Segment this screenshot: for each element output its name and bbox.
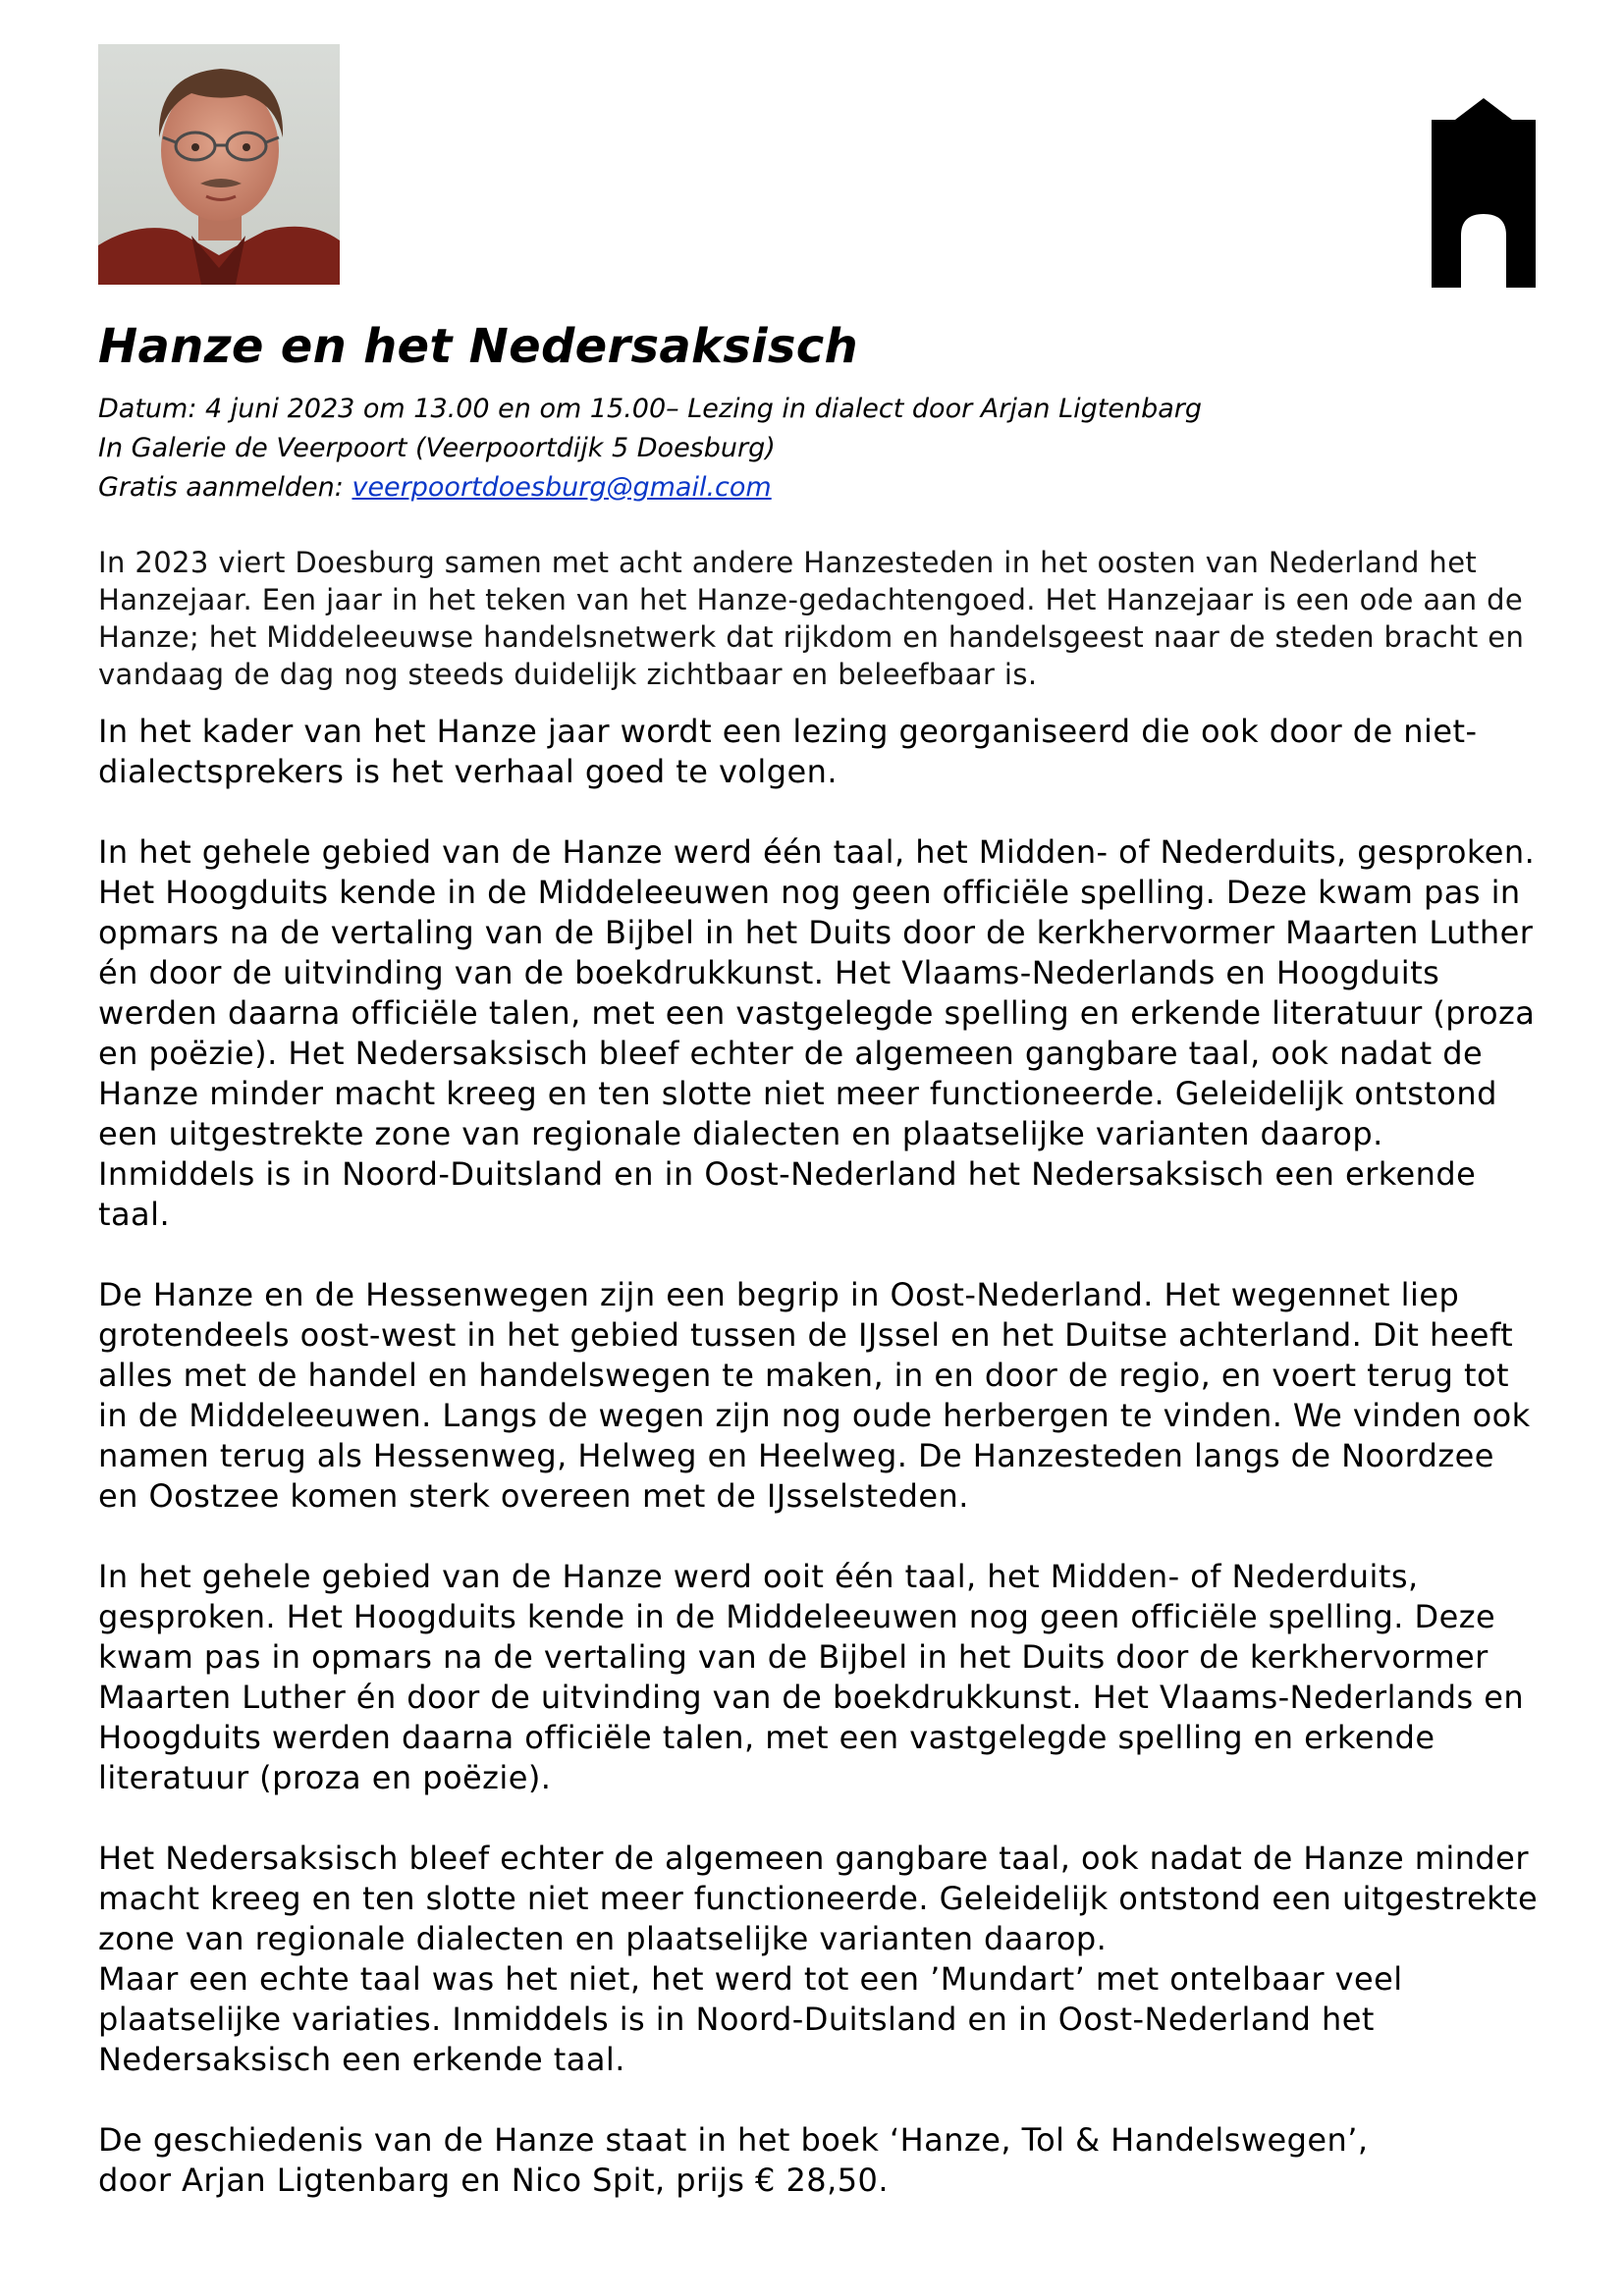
event-details xyxy=(98,390,1202,507)
gate-logo-icon xyxy=(1432,98,1536,288)
paragraph-mundart: Maar een echte taal was het niet, het werd tot een ’Mundart’ met ontelbaar veel plaatselijke variaties. Inmiddels is in Noord-Duitsland en in Oost-Nederland het Nedersaksisch een erkende taal. xyxy=(98,1960,1403,2078)
paragraph-language-history: In het gehele gebied van de Hanze werd één taal, het Midden- of Nederduits, gesproken. Het Hoogduits kende in de Middeleeuwen nog geen officiële spelling. Deze kwam pas in opmars na de vertaling van de Bijbel in het Duits door de kerkhervormer Maarten Luther én door de uitvinding van de boekdrukkunst. Het Vlaams-Nederlands en Hoogduits werden daarna officiële talen, met een vastgelegde spelling en erkende literatuur (proza en poëzie). Het Nedersaksisch bleef echter de algemeen gangbare taal, ook nadat de Hanze minder macht kreeg en ten slotte niet meer functioneerde. Geleidelijk ontstond een uitgestrekte zone van regionale dialecten en plaatselijke varianten daarop. Inmiddels is in Noord-Duitsland en in Oost-Nederland het Nedersaksisch een erkende taal. xyxy=(98,833,1536,1233)
veerpoort-gate-icon xyxy=(1432,98,1536,288)
paragraph-book xyxy=(98,2120,1542,2201)
signup-email-link[interactable]: veerpoortdoesburg@gmail.com xyxy=(352,472,772,503)
paragraph-hessenwegen: De Hanze en de Hessenwegen zijn een begrip in Oost-Nederland. Het wegennet liep grotendeels oost-west in het gebied tussen de IJssel en het Duitse achterland. Dit heeft alles met de handel en handelswegen te maken, in en door de regio, en voert terug tot in de Middeleeuwen. Langs de wegen zijn nog oude herbergen te vinden. We vinden ook namen terug als Hessenweg, Helweg en Heelweg. De Hanzesteden langs de Noordzee en Oostzee komen sterk overeen met de IJsselsteden. xyxy=(98,1276,1531,1515)
event-date-line: Datum: 4 juni 2023 om 13.00 en om 15.00– Lezing in dialect door Arjan Ligtenbarg xyxy=(98,394,1203,424)
event-signup-line xyxy=(98,468,1202,507)
book-line-1: De geschiedenis van de Hanze staat in het boek ‘Hanze, Tol & Handelswegen’, xyxy=(98,2121,1369,2159)
paragraph-lecture: In het kader van het Hanze jaar wordt een lezing georganiseerd die ook door de niet-dialectsprekers is het verhaal goed te volgen. xyxy=(98,713,1478,790)
intro-paragraph: In 2023 viert Doesburg samen met acht andere Hanzesteden in het oosten van Nederland het Hanzejaar. Een jaar in het teken van het Hanze-gedachtengoed. Het Hanzejaar is een ode aan de Hanze; het Middeleeuwse handelsnetwerk dat rijkdom en handelsgeest naar de steden bracht en vandaag de dag nog steeds duidelijk zichtbaar en beleefbaar is. xyxy=(98,546,1525,691)
event-location-line: In Galerie de Veerpoort (Veerpoortdijk 5 Doesburg) xyxy=(98,433,776,463)
paragraph-language-history-2: In het gehele gebied van de Hanze werd ooit één taal, het Midden- of Nederduits, gesproken. Het Hoogduits kende in de Middeleeuwen nog geen officiële spelling. Deze kwam pas in opmars na de vertaling van de Bijbel in het Duits door de kerkhervormer Maarten Luther én door de uitvinding van de boekdrukkunst. Het Vlaams-Nederlands en Hoogduits werden daarna officiële talen, met een vastgelegde spelling en erkende literatuur (proza en poëzie). xyxy=(98,1558,1525,1796)
page-title: Hanze en het Nedersaksisch xyxy=(98,319,858,374)
paragraph-nedersaksisch: Het Nedersaksisch bleef echter de algemeen gangbare taal, ook nadat de Hanze minder macht kreeg en ten slotte niet meer functioneerde. Geleidelijk ontstond een uitgestrekte zone van regionale dialecten en plaatselijke varianten daarop. xyxy=(98,1840,1539,1957)
book-line-2: door Arjan Ligtenbarg en Nico Spit, prijs € 28,50. xyxy=(98,2162,889,2199)
article-body xyxy=(98,712,1542,2201)
speaker-portrait xyxy=(98,44,340,285)
portrait-image xyxy=(98,44,340,285)
signup-label: Gratis aanmelden: xyxy=(98,472,352,503)
